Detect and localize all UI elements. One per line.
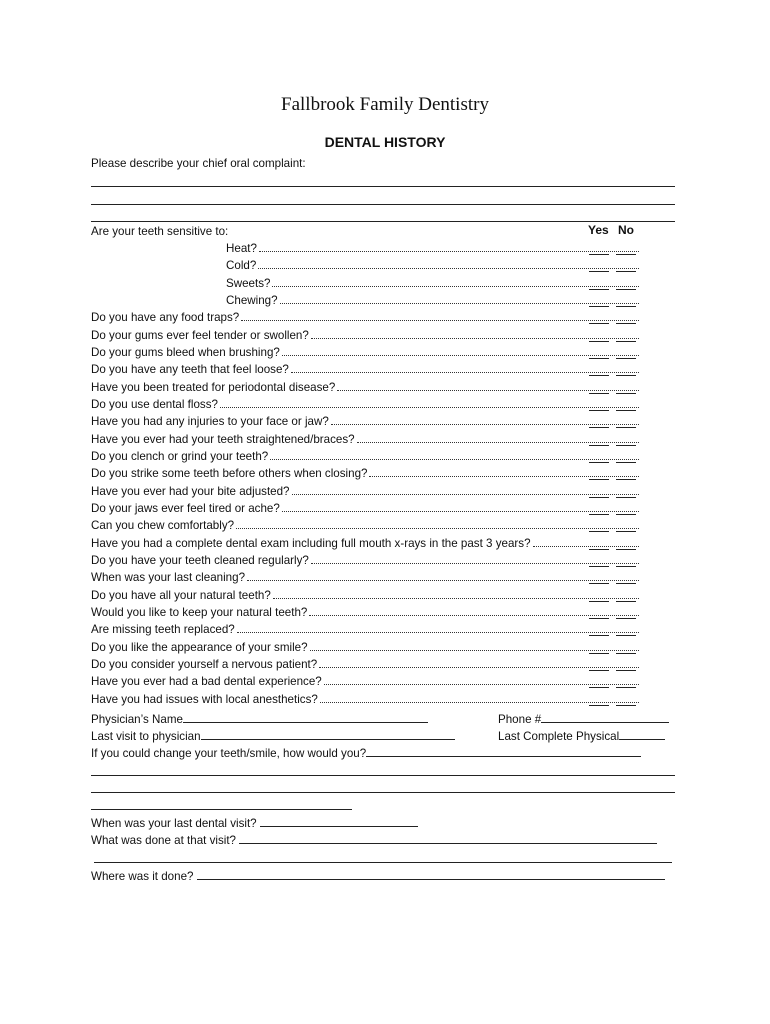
no-answer-blank[interactable] [616,375,636,376]
no-answer-blank[interactable] [616,358,636,359]
physician-name-label: Physician’s Name [91,713,183,726]
what-done-row [91,832,657,848]
yes-answer-blank[interactable] [589,583,609,584]
yes-answer-blank[interactable] [589,271,609,272]
question-text: Do you use dental floss? [91,398,218,411]
yes-answer-blank[interactable] [589,410,609,411]
yes-column-header: Yes [588,223,609,237]
change-smile-row [91,745,641,761]
dot-leader [236,527,639,529]
change-smile-line-3[interactable] [91,792,675,793]
dot-leader [357,441,639,443]
where-done-row [91,868,665,884]
no-answer-blank[interactable] [616,549,636,550]
no-answer-blank[interactable] [616,583,636,584]
question-row [91,414,641,429]
complaint-line-3[interactable] [91,221,675,222]
last-visit-physician-field[interactable] [201,728,455,740]
clinic-name: Fallbrook Family Dentistry [281,94,489,115]
no-column-header: No [618,223,634,237]
dot-leader [320,701,639,703]
change-smile-line-4[interactable] [91,809,352,810]
no-answer-blank[interactable] [616,323,636,324]
no-answer-blank[interactable] [616,462,636,463]
form-title: DENTAL HISTORY [324,134,446,150]
sensitivity-item [91,241,641,256]
sensitivity-item [91,276,641,291]
no-answer-blank[interactable] [616,618,636,619]
question-text: Do you have any teeth that feel loose? [91,363,289,377]
last-visit-physician-row [91,728,455,744]
question-text: Do you consider yourself a nervous patient? [91,657,318,671]
yes-answer-blank[interactable] [589,653,609,654]
no-answer-blank[interactable] [616,635,636,636]
question-text: Would you like to keep your natural teeth? [91,605,308,619]
yes-answer-blank[interactable] [589,601,609,602]
last-physical-field[interactable] [619,728,665,740]
question-text: Have you been treated for periodontal disease? [91,380,336,394]
question-row [91,588,641,603]
phone-field[interactable] [541,711,669,723]
yes-answer-blank[interactable] [589,497,609,498]
yes-answer-blank[interactable] [589,635,609,636]
question-text: Are missing teeth replaced? [91,623,235,637]
question-text: Have you had a complete dental exam including full mouth x-rays in the past 3 years? [91,536,531,550]
dot-leader [282,510,639,512]
question-text: Do you clench or grind your teeth? [91,450,269,463]
yes-answer-blank[interactable] [589,341,609,342]
dot-leader [310,649,639,651]
yes-answer-blank[interactable] [589,705,609,706]
yes-answer-blank[interactable] [589,289,609,290]
dot-leader [237,631,639,633]
complaint-line-2[interactable] [91,204,675,205]
yes-answer-blank[interactable] [589,445,609,446]
last-dental-visit-label: When was your last dental visit? [91,817,257,830]
question-text: Do you like the appearance of your smile? [91,640,308,654]
dot-leader [282,354,639,356]
question-text: When was your last cleaning? [91,571,246,585]
yes-answer-blank[interactable] [589,427,609,428]
no-answer-blank[interactable] [616,410,636,411]
yes-answer-blank[interactable] [589,566,609,567]
question-row [91,310,641,325]
dot-leader [331,423,639,425]
question-row [91,362,641,377]
dot-leader [280,302,639,304]
yes-answer-blank[interactable] [589,323,609,324]
question-row [91,397,641,412]
dot-leader [533,545,639,547]
phone-label: Phone # [498,713,542,726]
no-answer-blank[interactable] [616,254,636,255]
question-row [91,640,641,655]
question-text: Do you have your teeth cleaned regularly? [91,553,309,567]
question-row [91,484,641,499]
question-text: Do your jaws ever feel tired or ache? [91,501,280,515]
dot-leader [273,597,639,599]
yes-answer-blank[interactable] [589,514,609,515]
dot-leader [241,319,639,321]
question-row [91,657,641,672]
no-answer-blank[interactable] [616,601,636,602]
dot-leader [259,250,639,252]
question-row [91,380,641,395]
question-row [91,622,641,637]
question-row [91,466,641,481]
no-answer-blank[interactable] [616,653,636,654]
yes-answer-blank[interactable] [589,462,609,463]
last-dental-visit-row [91,815,418,831]
change-smile-field[interactable] [366,745,641,757]
question-text: Have you had any injuries to your face or jaw? [91,415,329,429]
last-physical-label: Last Complete Physical [498,730,620,743]
question-row [91,518,641,533]
chief-complaint-label: Please describe your chief oral complaint: [91,157,306,170]
question-row [91,692,641,707]
no-answer-blank[interactable] [616,670,636,671]
complaint-line-1[interactable] [91,186,675,187]
question-text: Do you have all your natural teeth? [91,588,271,602]
question-text: Do your gums ever feel tender or swollen? [91,328,309,342]
no-answer-blank[interactable] [616,687,636,688]
no-answer-blank[interactable] [616,306,636,307]
yes-answer-blank[interactable] [589,531,609,532]
yes-answer-blank[interactable] [589,479,609,480]
last-physical-row [498,728,665,744]
dot-leader [220,406,639,408]
dot-leader [319,666,639,668]
no-answer-blank[interactable] [616,705,636,706]
what-done-label: What was done at that visit? [91,834,236,847]
change-smile-line-2[interactable] [91,775,675,776]
no-answer-blank[interactable] [616,393,636,394]
dot-leader [309,614,639,616]
yes-answer-blank[interactable] [589,358,609,359]
question-row [91,570,641,585]
no-answer-blank[interactable] [616,566,636,567]
dot-leader [292,493,639,495]
question-text: Do your gums bleed when brushing? [91,346,280,359]
yes-answer-blank[interactable] [589,393,609,394]
yes-answer-blank[interactable] [589,549,609,550]
dot-leader [369,475,639,477]
question-text: Chewing? [226,294,278,307]
dot-leader [324,683,639,685]
yes-answer-blank[interactable] [589,375,609,376]
what-done-line-2[interactable] [94,862,672,863]
dot-leader [272,285,639,287]
no-answer-blank[interactable] [616,341,636,342]
yes-answer-blank[interactable] [589,670,609,671]
question-text: Have you ever had your bite adjusted? [91,484,290,498]
no-answer-blank[interactable] [616,497,636,498]
dot-leader [291,371,639,373]
dot-leader [247,579,639,581]
question-text: Have you ever had your teeth straightened/braces? [91,432,355,446]
where-done-field[interactable] [197,868,665,880]
yes-answer-blank[interactable] [589,306,609,307]
question-row [91,674,641,689]
yes-answer-blank[interactable] [589,687,609,688]
no-answer-blank[interactable] [616,271,636,272]
no-answer-blank[interactable] [616,427,636,428]
question-row [91,536,641,551]
question-row [91,501,641,516]
no-answer-blank[interactable] [616,445,636,446]
no-answer-blank[interactable] [616,479,636,480]
question-text: Cold? [226,259,257,273]
no-answer-blank[interactable] [616,531,636,532]
yes-answer-blank[interactable] [589,618,609,619]
question-text: Have you had issues with local anesthetics? [91,692,318,706]
question-text: Do you strike some teeth before others when closing? [91,467,368,481]
question-text: Have you ever had a bad dental experience? [91,675,322,689]
last-visit-physician-label: Last visit to physician [91,730,201,743]
question-text: Do you have any food traps? [91,311,240,325]
question-row [91,449,641,464]
physician-name-field[interactable] [183,711,428,723]
what-done-field[interactable] [239,832,657,844]
dot-leader [258,267,639,269]
dot-leader [311,337,639,339]
dot-leader [270,458,639,460]
phone-row [498,711,669,727]
sensitivity-label: Are your teeth sensitive to: [91,225,229,238]
question-row [91,328,641,343]
sensitivity-item [91,293,641,308]
question-row [91,605,641,620]
question-text: Can you chew comfortably? [91,519,235,533]
dot-leader [337,389,639,391]
sensitivity-item [91,258,641,273]
last-dental-visit-field[interactable] [260,815,418,827]
question-row [91,553,641,568]
question-row [91,345,641,360]
no-answer-blank[interactable] [616,514,636,515]
question-text: Heat? [226,242,257,255]
where-done-label: Where was it done? [91,870,194,883]
question-text: Sweets? [226,276,271,290]
change-smile-label: If you could change your teeth/smile, how would you? [91,747,367,760]
dot-leader [311,562,639,564]
question-row [91,432,641,447]
no-answer-blank[interactable] [616,289,636,290]
yes-answer-blank[interactable] [589,254,609,255]
physician-name-row [91,711,428,727]
